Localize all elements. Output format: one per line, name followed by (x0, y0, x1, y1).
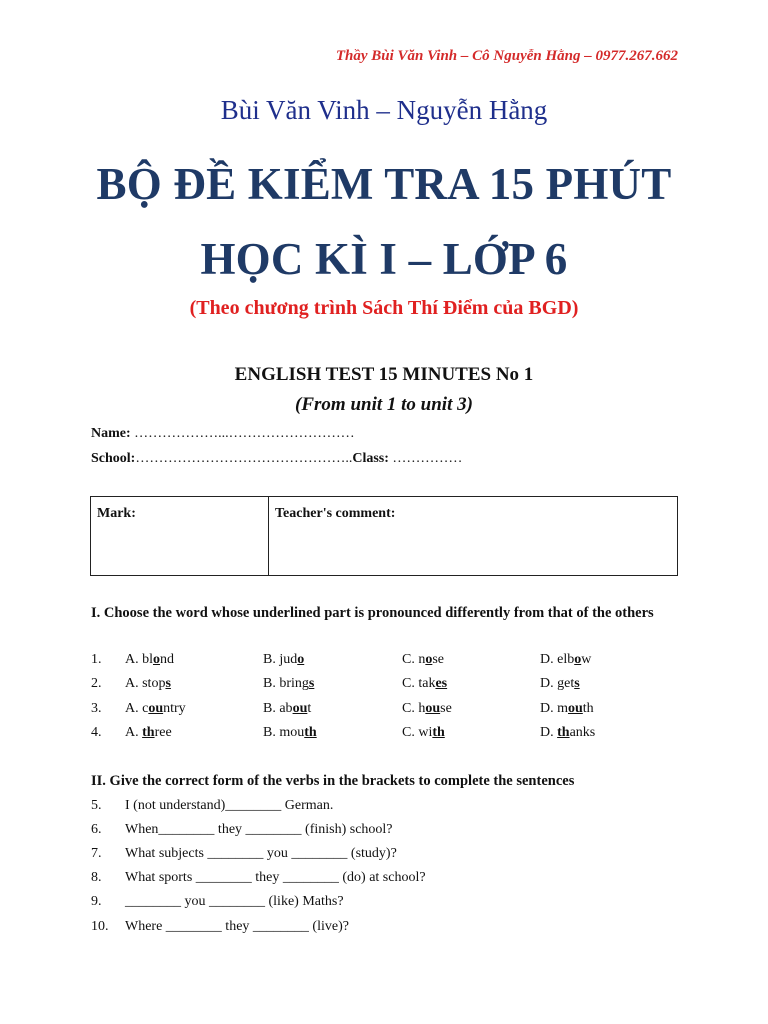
option-text: D. get (540, 676, 575, 692)
comment-label: Teacher's comment: (275, 506, 396, 521)
item-number: 7. (91, 846, 102, 862)
item-number: 10. (91, 918, 109, 934)
option-text: t (307, 700, 312, 716)
option-text: A. stop (125, 676, 166, 692)
option-text: C. wi (402, 724, 433, 740)
section-1-heading: I. Choose the word whose underlined part is pronounced differently from that of the others (91, 605, 654, 621)
name-field (91, 426, 355, 442)
question-row (91, 672, 691, 696)
question-row (91, 697, 691, 721)
option-text: A. bl (125, 652, 153, 667)
item-sentence: I (not understand)________ German. (125, 798, 334, 813)
answer-option (263, 697, 311, 721)
mark-cell (91, 497, 269, 575)
name-blank: ………………...……………………… (130, 426, 355, 441)
mark-label: Mark: (97, 506, 136, 521)
underlined-part: ou (148, 700, 164, 716)
underlined-part: s (165, 676, 171, 692)
item-sentence: Where ________ they ________ (live)? (125, 918, 349, 934)
underlined-part: s (574, 676, 580, 692)
option-text: nd (160, 652, 174, 667)
test-range: (From unit 1 to unit 3) (295, 394, 473, 415)
question-number: 3. (91, 700, 102, 716)
answer-option (125, 672, 171, 696)
underlined-part: s (308, 676, 315, 692)
option-text: D. m (540, 700, 568, 716)
school-blank: ……………………………………….. (135, 451, 353, 466)
item-number: 6. (91, 822, 102, 838)
answer-option (402, 648, 444, 672)
class-label: Class: (352, 451, 389, 466)
item-number: 8. (91, 870, 102, 886)
option-text: D. (540, 724, 558, 740)
option-text: B. ab (263, 700, 293, 716)
option-text: anks (569, 724, 596, 740)
verb-item-row (91, 842, 691, 866)
verb-item-row (91, 915, 691, 939)
document-subtitle: (Theo chương trình Sách Thí Điểm của BGD) (189, 297, 579, 319)
school-label: School: (91, 451, 136, 466)
answer-option (540, 672, 580, 696)
document-title-line-2: HỌC KÌ I – LỚP 6 (200, 234, 568, 284)
question-row (91, 648, 691, 672)
school-class-field (91, 451, 462, 467)
option-text: B. bring (263, 676, 309, 692)
answer-option (263, 721, 317, 745)
underlined-part: th (304, 724, 317, 740)
answer-option (402, 721, 445, 745)
option-text: th (582, 700, 594, 716)
option-text: A. c (125, 700, 149, 716)
underlined-part: th (142, 724, 155, 740)
item-sentence: What subjects ________ you ________ (study)? (125, 846, 397, 862)
answer-option (263, 648, 304, 672)
underlined-part: o (153, 652, 160, 667)
underlined-part: o (297, 652, 305, 667)
document-title-line-1: BỘ ĐỀ KIỂM TRA 15 PHÚT (96, 159, 672, 209)
underlined-part: o (425, 652, 433, 667)
answer-option (125, 721, 172, 745)
question-number: 1. (91, 652, 102, 667)
option-text: C. h (402, 700, 426, 716)
answer-option (540, 697, 594, 721)
item-sentence: ________ you ________ (like) Maths? (125, 894, 344, 910)
underlined-part: ou (292, 700, 308, 716)
answer-option (402, 672, 447, 696)
section-2-heading: II. Give the correct form of the verbs in the brackets to complete the sentences (91, 773, 575, 789)
underlined-part: es (435, 676, 448, 692)
answer-option (263, 672, 314, 696)
item-number: 9. (91, 894, 102, 910)
question-row (91, 721, 691, 745)
authors: Bùi Văn Vinh – Nguyễn Hằng (220, 95, 548, 125)
answer-option (540, 648, 591, 672)
option-text: D. elb (540, 652, 575, 667)
answer-option (125, 648, 174, 672)
underlined-part: o (574, 652, 582, 667)
option-text: ntry (163, 700, 186, 716)
question-number: 2. (91, 676, 102, 692)
option-text: se (440, 700, 452, 716)
underlined-part: ou (425, 700, 441, 716)
test-title: ENGLISH TEST 15 MINUTES No 1 (234, 364, 534, 385)
comment-cell (269, 497, 677, 575)
underlined-part: th (557, 724, 570, 740)
option-text: ree (154, 724, 172, 740)
underlined-part: th (432, 724, 445, 740)
item-sentence: When________ they ________ (finish) school? (125, 822, 393, 838)
name-label: Name: (91, 426, 131, 441)
answer-option (540, 721, 595, 745)
answer-option (402, 697, 452, 721)
option-text: C. n (402, 652, 426, 667)
item-sentence: What sports ________ they ________ (do) at school? (125, 870, 426, 886)
item-number: 5. (91, 798, 102, 813)
header-contact-line: Thầy Bùi Văn Vinh – Cô Nguyễn Hằng – 0977.267.662 (335, 48, 678, 64)
option-text: w (581, 652, 592, 667)
option-text: B. jud (263, 652, 298, 667)
option-text: A. (125, 724, 143, 740)
option-text: B. mou (263, 724, 305, 740)
mark-table (90, 496, 678, 576)
verb-item-row (91, 890, 691, 914)
underlined-part: ou (568, 700, 583, 716)
verb-item-row (91, 866, 691, 890)
class-blank: …………… (388, 451, 463, 466)
verb-item-row (91, 818, 691, 842)
option-text: se (432, 652, 445, 667)
question-number: 4. (91, 724, 102, 740)
answer-option (125, 697, 186, 721)
option-text: C. tak (402, 676, 436, 692)
verb-item-row (91, 794, 691, 818)
